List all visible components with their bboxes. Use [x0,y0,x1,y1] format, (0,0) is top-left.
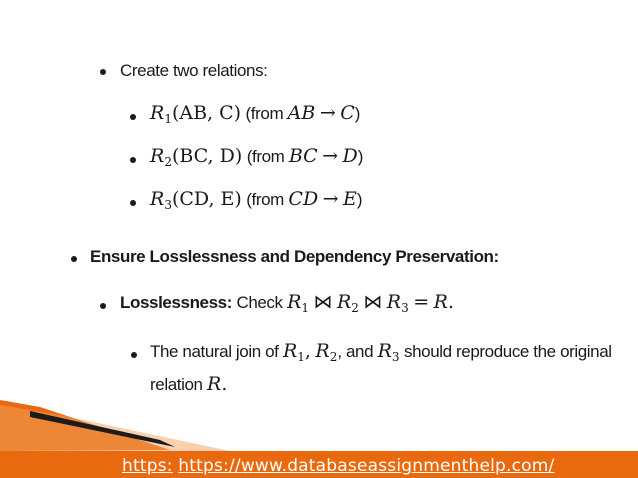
ensure-heading: Ensure Losslessness and Dependency Preservation: [90,247,499,266]
decorative-wedge [0,395,240,455]
bullet-dot [130,114,136,120]
relation-r3: $R_3(CD$, E) (from CD → E) [150,188,363,213]
footer-prefix: https: [122,456,173,476]
bullet-dot [100,303,106,309]
relation-r2: $R_2(BC$, D) (from BC → D) [150,145,364,170]
bullet-dot [71,256,77,262]
bullet-dot [130,200,136,206]
natural-join-line2: relation R. [150,373,228,395]
bullet-dot [131,352,137,358]
natural-join-line1: The natural join of $R_1$, $R_2$, and $R_3$ should reproduce the original [150,340,612,365]
create-relations-text: Create two relations: [120,61,268,80]
bullet-dot [100,69,106,75]
footer-url[interactable]: https://www.databaseassignmenthelp.com/ [178,456,555,476]
relation-r1: $R_1(AB$, C) (from AB → C) [150,102,360,127]
losslessness-check: Losslessness: Check $R_1$ ⋈ $R_2$ ⋈ $R_3 = R$. [120,291,454,316]
bullet-dot [130,157,136,163]
footer-link[interactable] [122,456,554,476]
